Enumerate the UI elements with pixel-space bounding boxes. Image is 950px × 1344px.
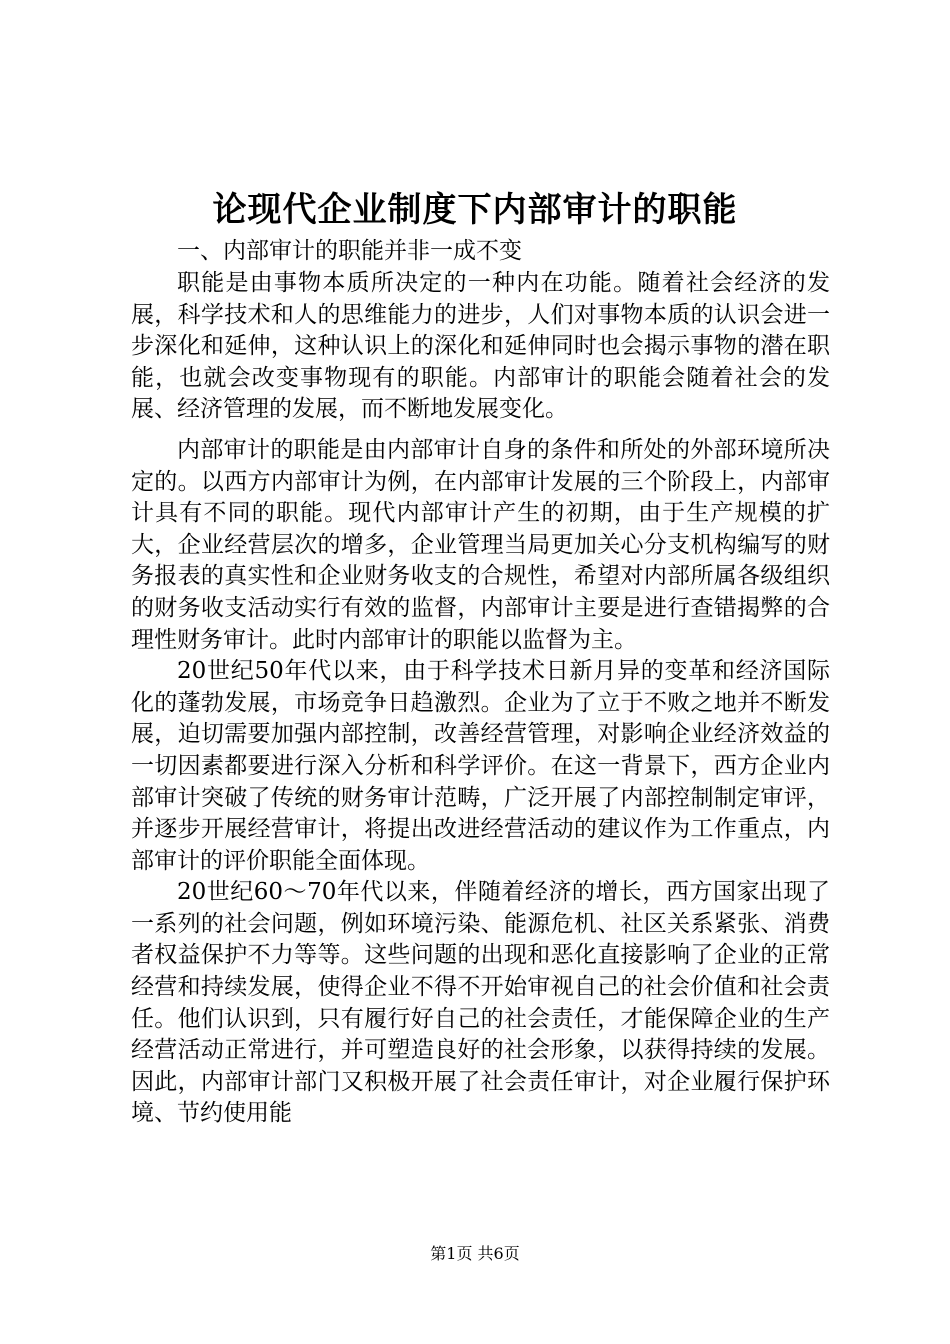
- paragraph-1: 职能是由事物本质所决定的一种内在功能。随着社会经济的发展，科学技术和人的思维能力的进步，人们对事物本质的认识会进一步深化和延伸，这种认识上的深化和延伸同时也会揭示事物的潜在职能，也就会改变事物现有的职能。内部审计的职能会随着社会的发展、经济管理的发展，而不断地发展变化。: [131, 270, 830, 423]
- page-footer: 第1页 共6页: [430, 1244, 520, 1263]
- paragraph-3: 20世纪50年代以来，由于科学技术日新月异的变革和经济国际化的蓬勃发展，市场竞争日趋激烈。企业为了立于不败之地并不断发展，迫切需要加强内部控制，改善经营管理，对影响企业经济效益的一切因素都要进行深入分析和科学评价。在这一背景下，西方企业内部审计突破了传统的财务审计范畴，广泛开展了内部控制制定审评，并逐步开展经营审计，将提出改进经营活动的建议作为工作重点，内部审计的评价职能全面体现。: [131, 658, 830, 874]
- document-title: 论现代企业制度下内部审计的职能: [212, 190, 738, 230]
- paragraph-2: 内部审计的职能是由内部审计自身的条件和所处的外部环境所决定的。以西方内部审计为例，在内部审计发展的三个阶段上，内部审计具有不同的职能。现代内部审计产生的初期，由于生产规模的扩大，企业经营层次的增多，企业管理当局更加关心分支机构编写的财务报表的真实性和企业财务收支的合规性，希望对内部所属各级组织的财务收支活动实行有效的监督，内部审计主要是进行查错揭弊的合理性财务审计。此时内部审计的职能以监督为主。: [131, 436, 830, 653]
- section-heading: 一、内部审计的职能并非一成不变: [177, 238, 522, 264]
- paragraph-4: 20世纪60～70年代以来，伴随着经济的增长，西方国家出现了一系列的社会问题，例如环境污染、能源危机、社区关系紧张、消费者权益保护不力等等。这些问题的出现和恶化直接影响了企业的正常经营和持续发展，使得企业不得不开始审视自己的社会价值和社会责任。他们认识到，只有履行好自己的社会责任，才能保障企业的生产经营活动正常进行，并可塑造良好的社会形象，以获得持续的发展。因此，内部审计部门又积极开展了社会责任审计，对企业履行保护环境、节约使用能: [131, 879, 830, 1127]
- document-body: [131, 236, 830, 1130]
